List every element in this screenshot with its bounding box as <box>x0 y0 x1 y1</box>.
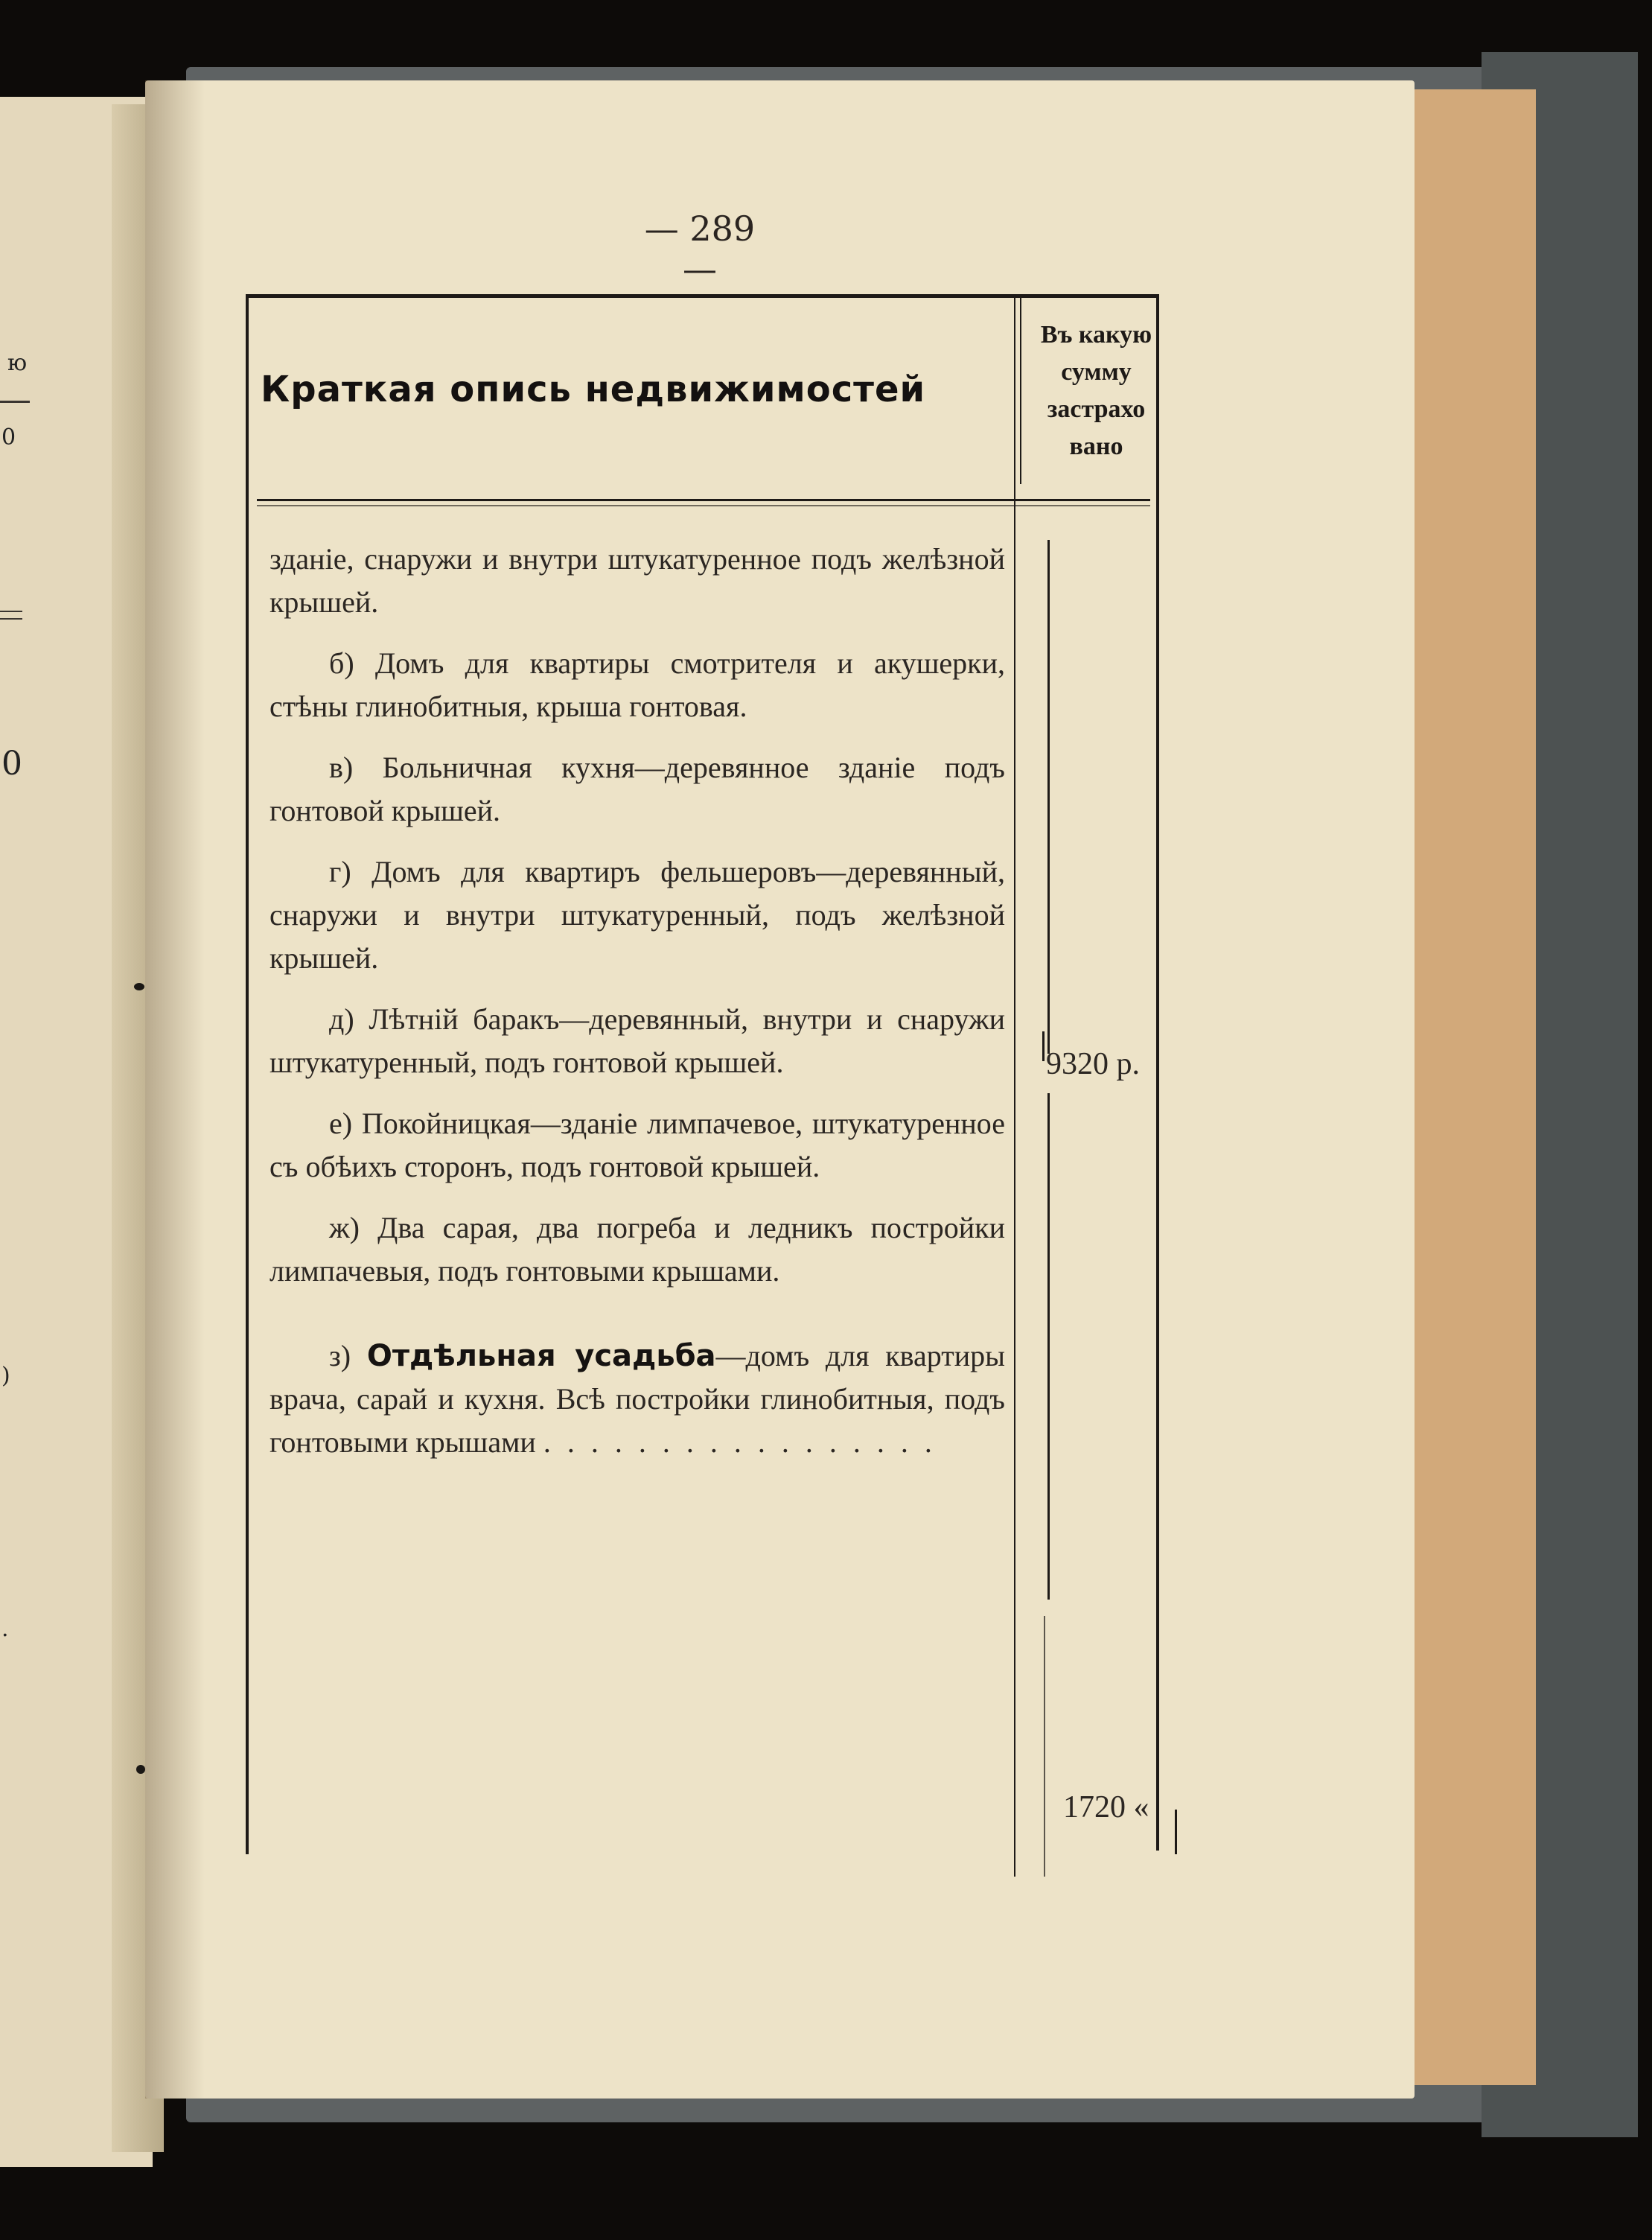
left-page-rule <box>0 401 30 403</box>
left-margin-fragment: ю <box>7 350 28 376</box>
left-margin-fragment: . <box>1 1616 9 1642</box>
insured-sum-column-header <box>1024 316 1169 465</box>
endpaper <box>1411 89 1536 2085</box>
left-page-rule <box>0 618 22 620</box>
list-item: д) Лѣтній баракъ—деревянный, внутри и снаружи штукатуренный, подъ гонтовой крышей. <box>270 1002 1005 1079</box>
header-bottom-rule-double <box>257 505 1150 506</box>
left-margin-fragment: 0 <box>1 745 22 783</box>
estate-total-amount: 1720 « <box>1063 1790 1149 1824</box>
page-speck <box>134 983 144 990</box>
column-header-line: Въ какую <box>1040 321 1152 349</box>
table-title: Краткая опись недвижимостей <box>261 369 926 410</box>
list-item: е) Покойницкая—зданіе лимпачевое, штукатуренное съ обѣихъ сторонъ, подъ гонтовой крышей. <box>270 1107 1005 1183</box>
list-item: ж) Два сарая, два погреба и ледникъ постройки лимпачевыя, подъ гонтовыми крышами. <box>270 1211 1005 1288</box>
property-list <box>270 538 1005 1482</box>
brace-line <box>1175 1810 1177 1854</box>
column-header-line: вано <box>1069 433 1123 460</box>
left-margin-fragment: 0 <box>1 424 16 451</box>
list-item: г) Домъ для квартиръ фельшеровъ—деревянный, снаружи и внутри штукатуренный, подъ желѣзной крышей. <box>270 855 1005 975</box>
page-number: — 289 — <box>644 209 756 289</box>
dot-leader: . . . . . . . . . . . . . . . . . <box>543 1425 937 1459</box>
brace-tip <box>1042 1031 1045 1061</box>
item-text: —домъ для квартиры врача, сарай и кухня. Всѣ постройки глинобитныя, подъ гонтовыми крышами <box>270 1339 1005 1459</box>
left-page-rule <box>0 611 22 612</box>
header-bottom-rule <box>257 499 1150 501</box>
brace-line <box>1044 1616 1045 1877</box>
column-divider-double <box>1020 298 1021 484</box>
list-item: б) Домъ для квартиры смотрителя и акушерки, стѣны глинобитныя, крыша гонтовая. <box>270 646 1005 723</box>
left-margin-fragment: ) <box>1 1363 10 1389</box>
list-item: в) Больничная кухня—деревянное зданіе подъ гонтовой крышей. <box>270 751 1005 827</box>
column-header-line: сумму <box>1061 358 1132 386</box>
table-right-rule <box>1156 294 1159 1851</box>
column-divider <box>1014 298 1015 1877</box>
list-item-separate-estate <box>270 1334 1005 1464</box>
column-header-line: застрахо <box>1047 395 1146 423</box>
group-total-amount: 9320 р. <box>1046 1047 1140 1081</box>
item-heading: Отдѣльная усадьба <box>366 1339 716 1373</box>
item-letter: з) <box>329 1339 351 1372</box>
table-left-rule <box>246 294 249 1854</box>
page-speck <box>136 1765 145 1774</box>
brace-line <box>1047 540 1050 1054</box>
list-item: зданіе, снаружи и внутри штукатуренное подъ желѣзной крышей. <box>270 542 1005 619</box>
brace-line <box>1047 1093 1050 1600</box>
